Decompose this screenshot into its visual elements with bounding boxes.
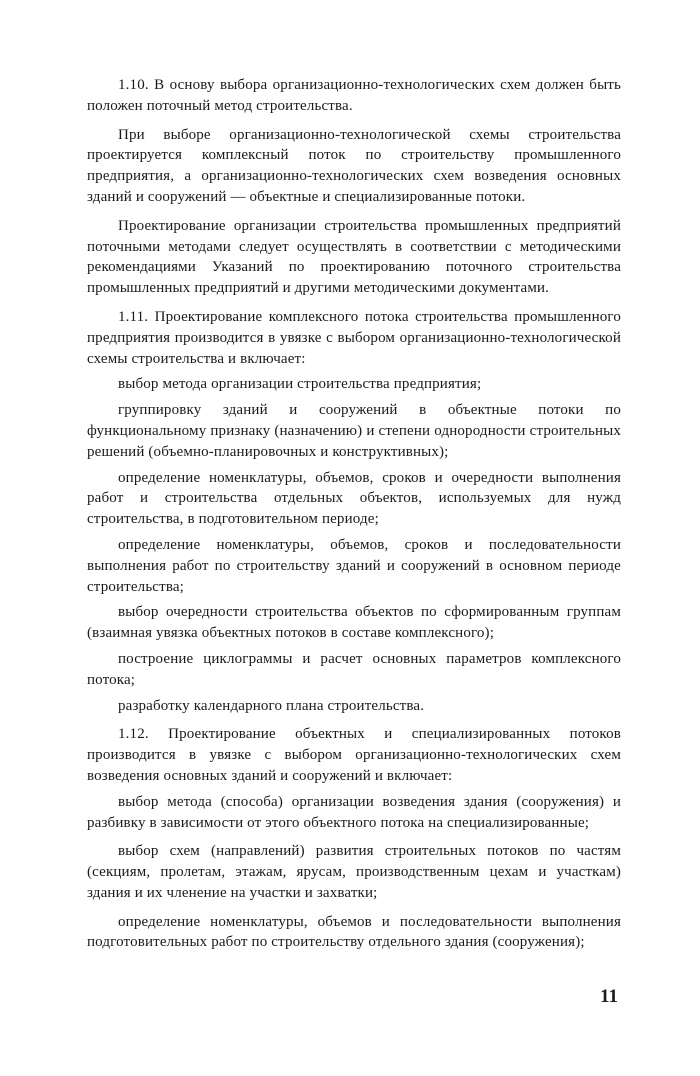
list-item-cyclogram: построение циклограммы и расчет основных параметров комплексного потока; (87, 650, 621, 688)
list-item-main-period: определение номенклатуры, объемов, сроков и последовательности выполнения работ по строительству зданий и сооружений в основном периоде строительства; (87, 536, 621, 595)
list-item-preparatory-period: определение номенклатуры, объемов, сроков и очередности выполнения работ и строительства отдельных объектов, используемых для нужд строительства, в подготовительном периоде; (87, 469, 621, 528)
paragraph-scheme-selection: При выборе организационно-технологической схемы строительства проектируется комплексный поток по строительству промышленного предприятия, а организационно-технологических схем возведения основных зданий и сооружений — объектные и специализированные потоки. (87, 126, 621, 205)
paragraph-1-12: 1.12. Проектирование объектных и специализированных потоков производится в увязке с выбором организационно-технологических схем возведения основных зданий и сооружений и включает: (87, 726, 621, 784)
document-body (87, 75, 621, 961)
list-item-flow-schemes: выбор схем (направлений) развития строительных потоков по частям (секциям, пролетам, этажам, ярусам, производственным цехам и участкам) здания и их членение на участки и захватки; (87, 843, 621, 901)
list-item-grouping: группировку зданий и сооружений в объектные потоки по функциональному признаку (назначению) и степени однородности строительных решений (объемно-планировочных и конструктивных); (87, 402, 621, 460)
list-item-preparatory-works: определение номенклатуры, объемов и последовательности выполнения подготовительных работ по строительству отдельного здания (сооружения); (87, 913, 621, 951)
paragraph-1-10: 1.10. В основу выбора организационно-технологических схем должен быть положен поточный метод строительства. (87, 77, 621, 114)
paragraph-flow-methods: Проектирование организации строительства промышленных предприятий поточными методами следует осуществлять в соответствии с методическими рекомендациями Указаний по проектированию поточного строительства промышленных предприятий и другими методическими документами. (87, 217, 621, 297)
list-item-method-choice: выбор метода организации строительства предприятия; (118, 376, 482, 393)
list-item-calendar-plan: разработку календарного плана строительства. (118, 697, 425, 714)
list-item-sequence: выбор очередности строительства объектов по сформированным группам (взаимная увязка объектных потоков в составе комплексного); (87, 604, 621, 642)
page-number: 11 (600, 986, 618, 1007)
list-item-erection-method: выбор метода (способа) организации возведения здания (сооружения) и разбивку в зависимости от этого объектного потока на специализированные; (87, 793, 621, 831)
paragraph-1-11: 1.11. Проектирование комплексного потока строительства промышленного предприятия производится в увязке с выбором организационно-технологической схемы строительства и включает: (87, 308, 621, 367)
